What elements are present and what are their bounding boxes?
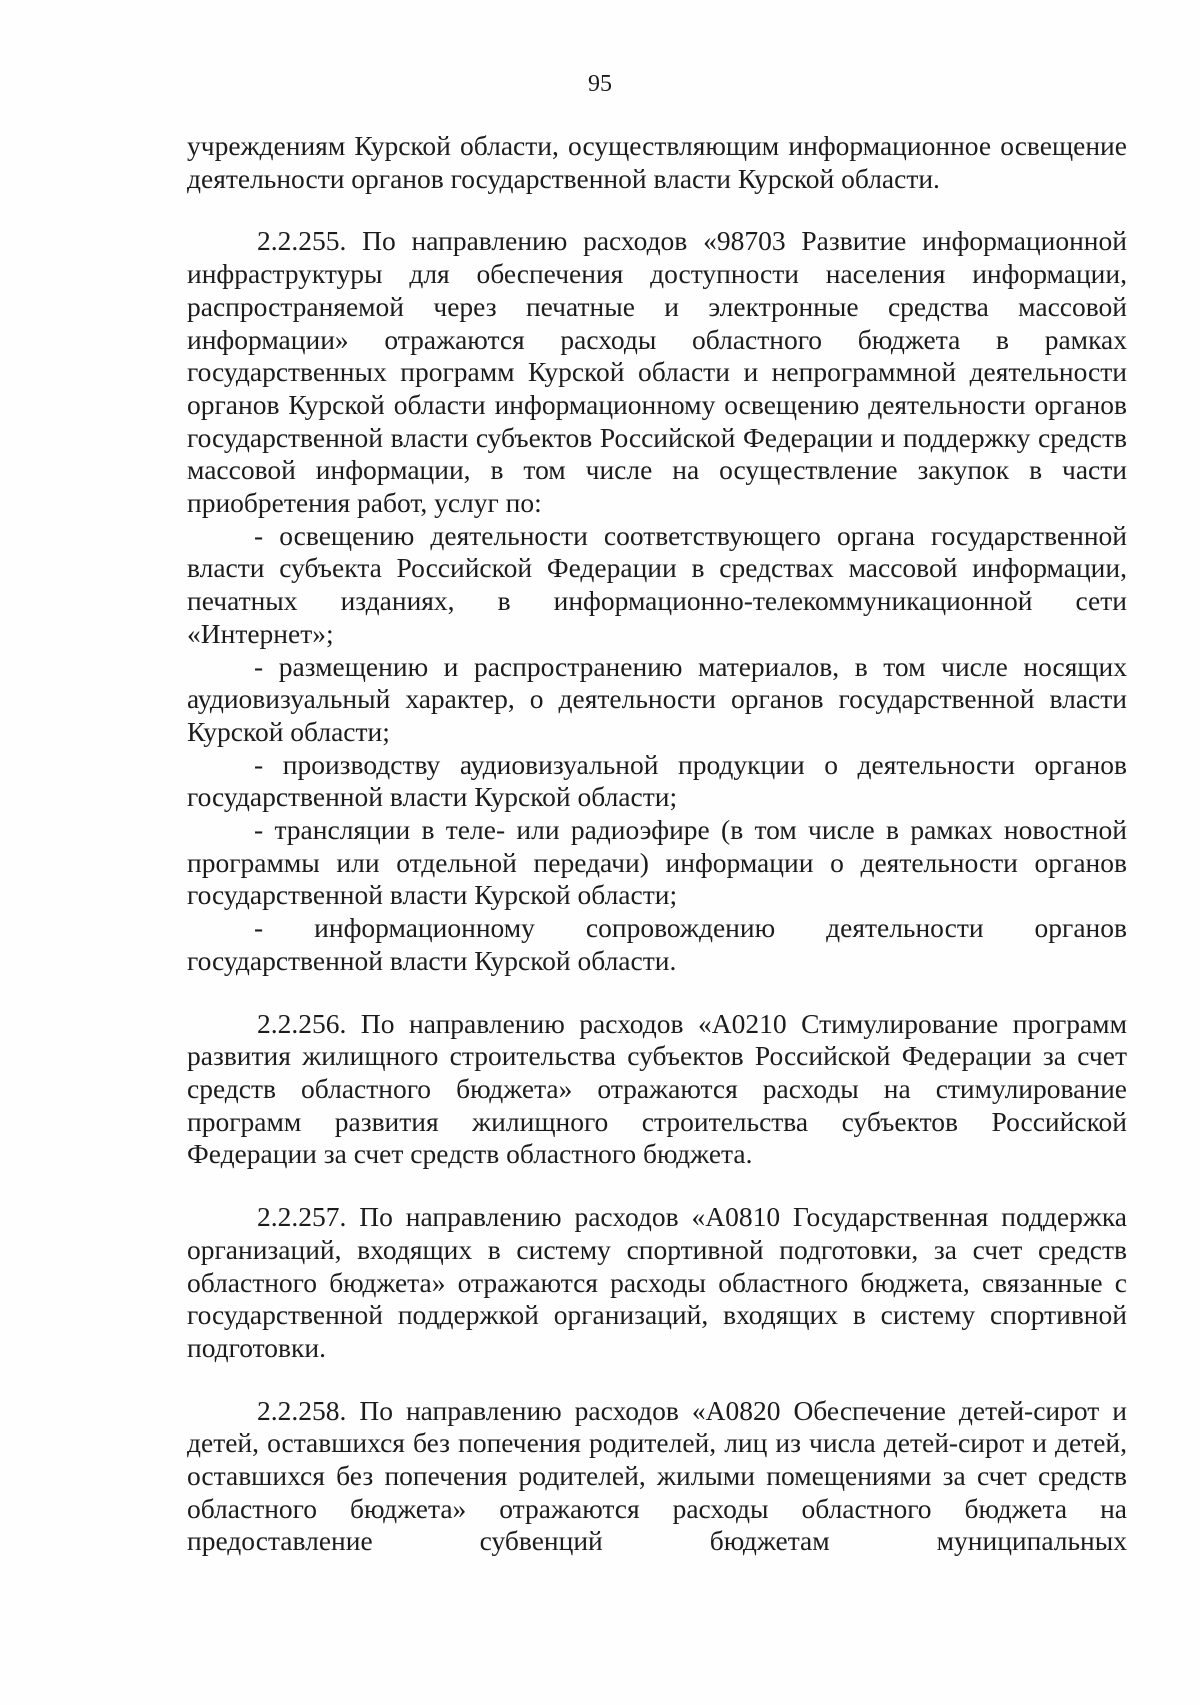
page-number: 95 [588,71,612,97]
paragraph-2-2-255: 2.2.255. По направлению расходов «98703 Развитие информационной инфраструктуры для обеспечения доступности населения информации, распространяемой через печатные и электронные средства массовой информации» отражаются расходы областного бюджета в рамках государственных программ Курской области и непрограммной деятельности органов Курской области информационному освещению деятельности органов государственной власти субъектов Российской Федерации и поддержку средств массовой информации, в том числе на осуществление закупок в части приобретения работ, услуг по: [187,225,1127,519]
paragraph-2-2-257: 2.2.257. По направлению расходов «А0810 Государственная поддержка организаций, входящих в систему спортивной подготовки, за счет средств областного бюджета» отражаются расходы областного бюджета, связанные с государственной поддержкой организаций, входящих в систему спортивной подготовки. [187,1201,1127,1363]
list-item: - размещению и распространению материалов, в том числе носящих аудиовизуальный характер, о деятельности органов государственной власти Курской области; [187,650,1127,747]
paragraph-continuation: учреждениям Курской области, осуществляющим информационное освещение деятельности органов государственной власти Курской области. [187,130,1127,194]
list-item: - трансляции в теле- или радиоэфире (в том числе в рамках новостной программы или отдельной передачи) информации о деятельности органов государственной власти Курской области; [187,814,1127,911]
list-item: - производству аудиовизуальной продукции о деятельности органов государственной власти Курской области; [187,748,1127,813]
document-body [187,130,1127,1558]
list-item: - освещению деятельности соответствующего органа государственной власти субъекта Российской Федерации в средствах массовой информации, печатных изданиях, в информационно-телекоммуникационной сети «Интернет»; [187,519,1127,649]
list-item: - информационному сопровождению деятельности органов государственной власти Курской области. [187,912,1127,976]
paragraph-2-2-256: 2.2.256. По направлению расходов «А0210 Стимулирование программ развития жилищного строительства субъектов Российской Федерации за счет средств областного бюджета» отражаются расходы на стимулирование программ развития жилищного строительства субъектов Российской Федерации за счет средств областного бюджета. [187,1007,1127,1170]
paragraph-2-2-258: 2.2.258. По направлению расходов «А0820 Обеспечение детей-сирот и детей, оставшихся без попечения родителей, лиц из числа детей-сирот и детей, оставшихся без попечения родителей, жилыми помещениями за счет средств областного бюджета» отражаются расходы областного бюджета на предоставление субвенций бюджетам муниципальных [187,1394,1127,1557]
